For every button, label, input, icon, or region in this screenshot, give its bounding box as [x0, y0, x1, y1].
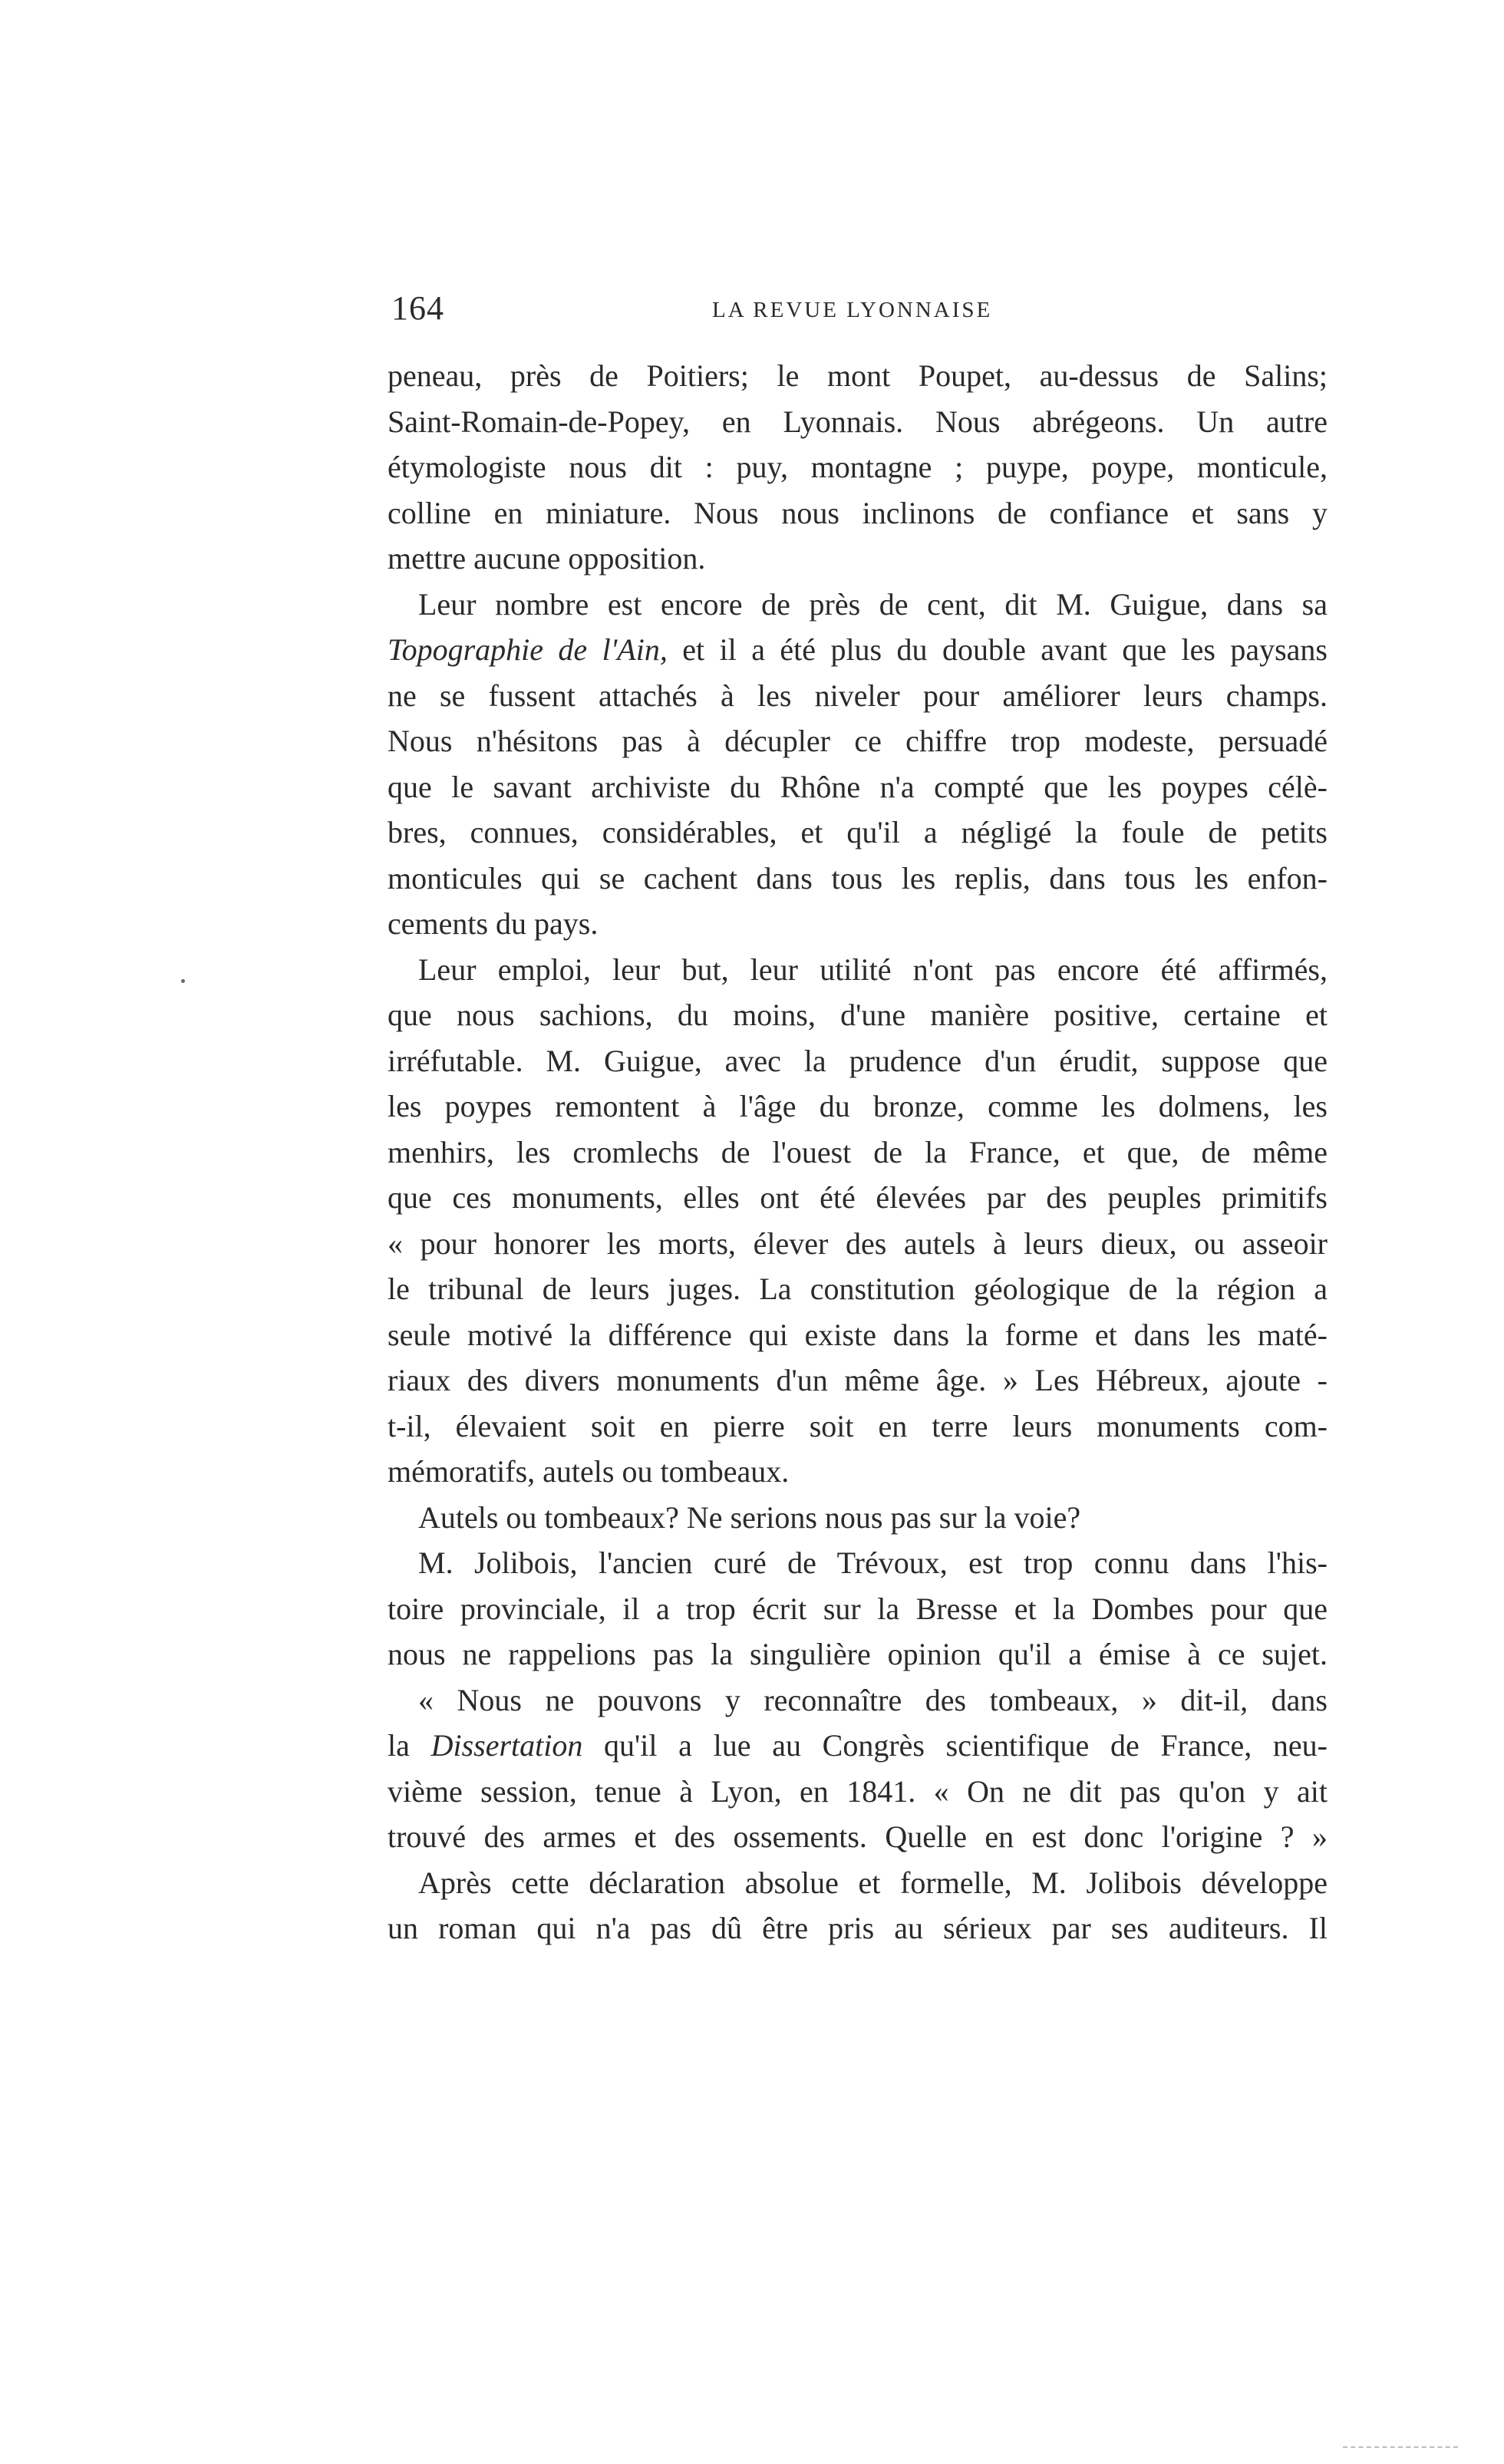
dissertation-italic: Dissertation — [430, 1728, 583, 1763]
text-line: Topographie de l'Ain, et il a été plus du double avant que les paysans — [388, 632, 1328, 667]
page-header — [391, 289, 1312, 335]
text-line: seule motivé la différence qui existe dans la forme et dans les maté- — [388, 1317, 1328, 1352]
text-line: Autels ou tombeaux? Ne serions nous pas sur la voie? — [418, 1499, 1081, 1535]
text-line: mettre aucune opposition. — [388, 541, 706, 576]
text-line: monticules qui se cachent dans tous les replis, dans tous les enfon- — [388, 860, 1328, 896]
text-line: peneau, près de Poitiers; le mont Poupet, au-dessus de Salins; — [388, 358, 1328, 393]
text-line: bres, connues, considérables, et qu'il a négligé la foule de petits — [388, 815, 1328, 849]
text-line: « pour honorer les morts, élever des autels à leurs dieux, ou asseoir — [388, 1225, 1328, 1261]
text-line: que le savant archiviste du Rhône n'a compté que les poypes célè- — [388, 769, 1328, 804]
text-line: vième session, tenue à Lyon, en 1841. « On ne dit pas qu'on y ait — [388, 1773, 1328, 1809]
text-line: Leur emploi, leur but, leur utilité n'ont pas encore été affirmés, — [418, 952, 1328, 987]
margin-speck — [181, 979, 185, 983]
text-line: M. Jolibois, l'ancien curé de Trévoux, est trop connu dans l'his- — [418, 1545, 1328, 1580]
text-line: étymologiste nous dit : puy, montagne ; puype, poype, monticule, — [388, 450, 1328, 484]
text-line: « Nous ne pouvons y reconnaître des tombeaux, » dit-il, dans — [418, 1682, 1328, 1717]
text-line: le tribunal de leurs juges. La constitution géologique de la région a — [388, 1272, 1328, 1306]
text-line: mémoratifs, autels ou tombeaux. — [388, 1454, 790, 1489]
text-line: toire provinciale, il a trop écrit sur la Bresse et la Dombes pour que — [388, 1591, 1328, 1626]
text-line: que nous sachions, du moins, d'une manière positive, certaine et — [388, 998, 1328, 1032]
body-text — [388, 353, 1328, 1951]
text-line: un roman qui n'a pas dû être pris au sérieux par ses auditeurs. Il — [388, 1911, 1328, 1945]
text-line: irréfutable. M. Guigue, avec la prudence d'un érudit, suppose que — [388, 1043, 1328, 1078]
text-line: Nous n'hésitons pas à décupler ce chiffre trop modeste, persuadé — [388, 724, 1328, 758]
text-line: Saint-Romain-de-Popey, en Lyonnais. Nous abrégeons. Un autre — [388, 404, 1328, 439]
text-line: la Dissertation qu'il a lue au Congrès scientifique de France, neu- — [388, 1728, 1328, 1763]
text-line: cements du pays. — [388, 906, 599, 941]
text-line: ne se fussent attachés à les niveler pour améliorer leurs champs. — [388, 678, 1328, 713]
text-line: nous ne rappelions pas la singulière opinion qu'il a émise à ce sujet. — [388, 1637, 1328, 1671]
text-line: Leur nombre est encore de près de cent, dit M. Guigue, dans sa — [418, 586, 1328, 622]
text-line: menhirs, les cromlechs de l'ouest de la France, et que, de même — [388, 1134, 1328, 1169]
running-head: LA REVUE LYONNAISE — [712, 298, 993, 322]
text-line: trouvé des armes et des ossements. Quelle en est donc l'origine ? » — [388, 1819, 1328, 1854]
text-line: les poypes remontent à l'âge du bronze, comme les dolmens, les — [388, 1089, 1328, 1123]
text-line: t-il, élevaient soit en pierre soit en terre leurs monuments com- — [388, 1408, 1328, 1443]
text-line: colline en miniature. Nous nous inclinons de confiance et sans y — [388, 495, 1328, 530]
footer-dash-mark — [1343, 2446, 1458, 2451]
page-number: 164 — [391, 289, 444, 327]
text-line: riaux des divers monuments d'un même âge. » Les Hébreux, ajoute - — [388, 1363, 1328, 1397]
text-line: Après cette déclaration absolue et formelle, M. Jolibois développe — [418, 1865, 1328, 1900]
text-line: que ces monuments, elles ont été élevées par des peuples primitifs — [388, 1180, 1328, 1215]
book-title-italic: Topographie de l'Ain, — [388, 632, 668, 667]
